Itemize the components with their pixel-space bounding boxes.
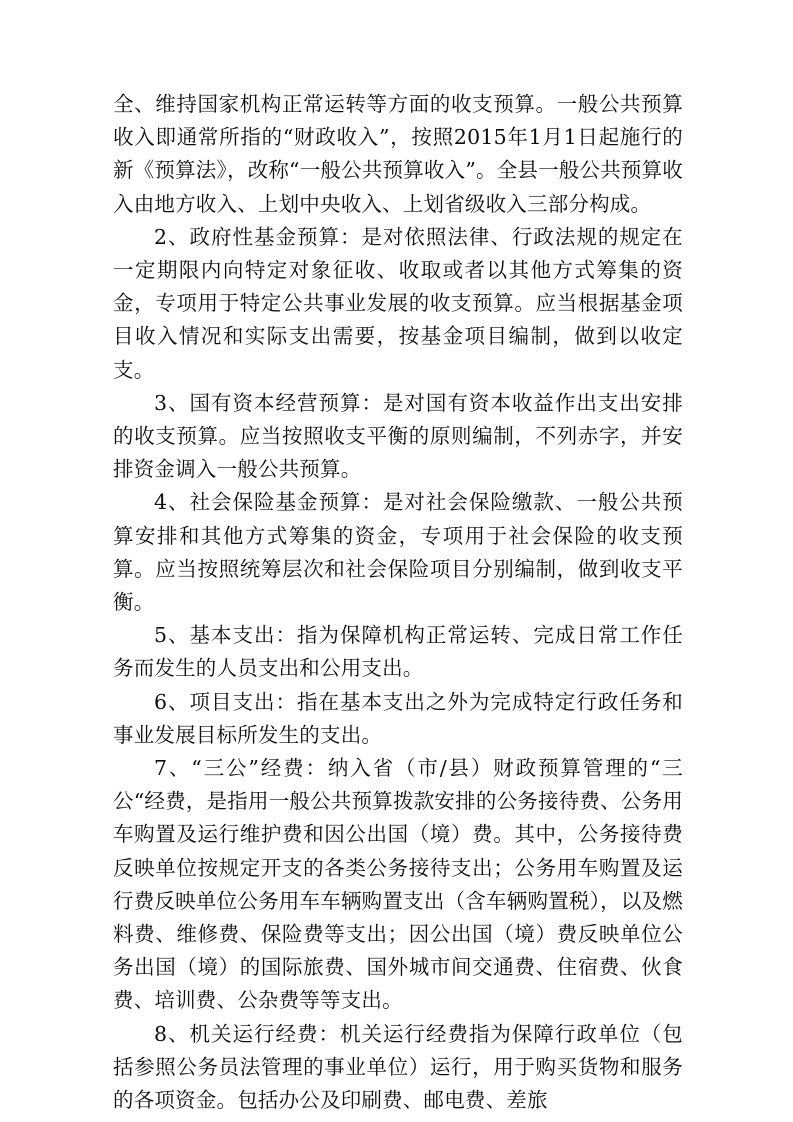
- paragraph: 3、国有资本经营预算：是对国有资本收益作出支出安排的收支预算。应当按照收支平衡的原则编制，不列赤字，并安排资金调入一般公共预算。: [113, 390, 683, 482]
- paragraph: 6、项目支出：指在基本支出之外为完成特定行政任务和事业发展目标所发生的支出。: [113, 689, 683, 747]
- paragraph: 7、“三公”经费：纳入省（市/县）财政预算管理的“三公“经费，是指用一般公共预算拨款安排的公务接待费、公务用车购置及运行维护费和因公出国（境）费。其中，公务接待费反映单位按规定开支的各类公务接待支出；公务用车购置及运行费反映单位公务用车车辆购置支出（含车辆购置税），以及燃料费、维修费、保险费等支出；因公出国（境）费反映单位公务出国（境）的国际旅费、国外城市间交通费、住宿费、伙食费、培训费、公杂费等等支出。: [113, 756, 683, 1013]
- paragraph: 8、机关运行经费：机关运行经费指为保障行政单位（包括参照公务员法管理的事业单位）运行，用于购买货物和服务的各项资金。包括办公及印刷费、邮电费、差旅: [113, 1021, 683, 1113]
- paragraph: 5、基本支出：指为保障机构正常运转、完成日常工作任务而发生的人员支出和公用支出。: [113, 623, 683, 681]
- paragraph: 2、政府性基金预算：是对依照法律、行政法规的规定在一定期限内向特定对象征收、收取或者以其他方式筹集的资金，专项用于特定公共事业发展的收支预算。应当根据基金项目收入情况和实际支出需要，按基金项目编制，做到以收定支。: [113, 224, 683, 382]
- paragraph: 4、社会保险基金预算：是对社会保险缴款、一般公共预算安排和其他方式筹集的资金，专项用于社会保险的收支预算。应当按照统筹层次和社会保险项目分别编制，做到收支平衡。: [113, 490, 683, 615]
- document-body: [113, 88, 683, 1117]
- paragraph: 全、维持国家机构正常运转等方面的收支预算。一般公共预算收入即通常所指的“财政收入”，按照2015年1月1日起施行的新《预算法》，改称“一般公共预算收入”。全县一般公共预算收入由地方收入、上划中央收入、上划省级收入三部分构成。: [113, 92, 684, 216]
